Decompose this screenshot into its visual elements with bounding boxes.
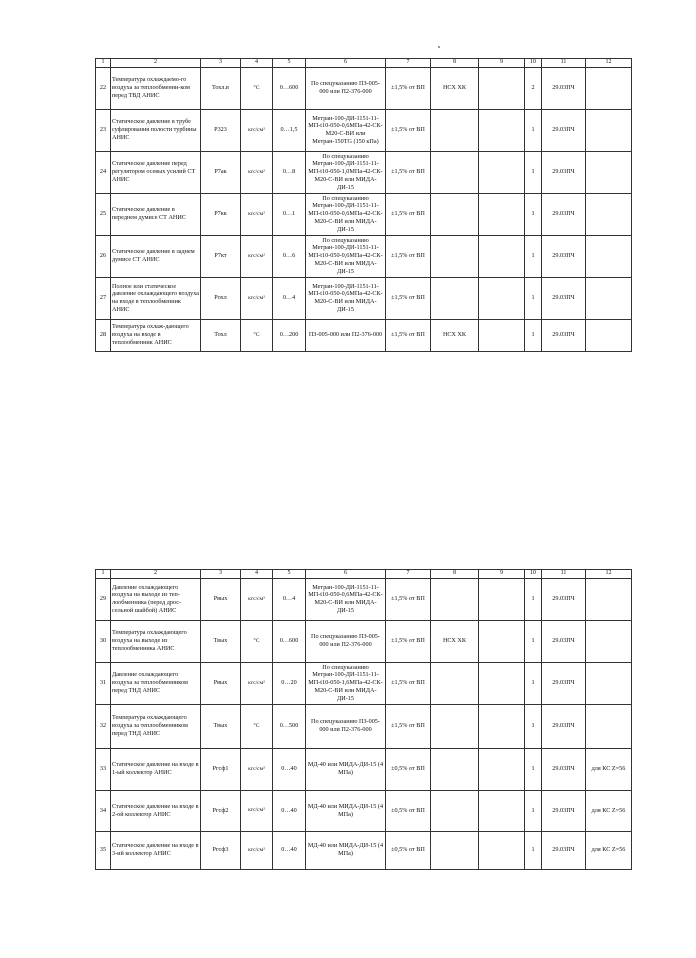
param-symbol: Ргсф3 bbox=[201, 831, 241, 869]
ref-code: 29.03ПЧ bbox=[542, 151, 586, 193]
calibration bbox=[431, 704, 479, 748]
ref-code: 29.03ПЧ bbox=[542, 578, 586, 620]
accuracy: ±1,5% от ВП bbox=[386, 67, 431, 109]
count: 1 bbox=[525, 620, 542, 662]
ref-code: 29.03ПЧ bbox=[542, 620, 586, 662]
range: 0…1 bbox=[273, 193, 306, 235]
range: 0…40 bbox=[273, 790, 306, 831]
note bbox=[586, 277, 632, 319]
param-symbol: Рохл bbox=[201, 277, 241, 319]
unit: кгс/см² bbox=[241, 277, 273, 319]
header-cell: 6 bbox=[306, 59, 386, 68]
accuracy: ±1,5% от ВП bbox=[386, 235, 431, 277]
count: 1 bbox=[525, 662, 542, 704]
table-row bbox=[96, 319, 632, 351]
table-row bbox=[96, 277, 632, 319]
header-cell: 5 bbox=[273, 570, 306, 579]
table-row bbox=[96, 831, 632, 869]
param-symbol: Ргсф2 bbox=[201, 790, 241, 831]
col9 bbox=[479, 790, 525, 831]
ref-code: 29.03ПЧ bbox=[542, 662, 586, 704]
accuracy: ±1,5% от ВП bbox=[386, 620, 431, 662]
note bbox=[586, 67, 632, 109]
calibration bbox=[431, 151, 479, 193]
calibration bbox=[431, 193, 479, 235]
count: 1 bbox=[525, 193, 542, 235]
spec-table-top bbox=[95, 58, 632, 352]
sensor: По спецуказанию Метран-100-ДИ-1151-11-МП-t10-050-1,0МПа-42-СК-М20-С-ВИ или МИДА-ДИ-15 bbox=[306, 151, 386, 193]
header-cell: 9 bbox=[479, 570, 525, 579]
range: 0…4 bbox=[273, 578, 306, 620]
header-cell: 3 bbox=[201, 570, 241, 579]
header-cell: 8 bbox=[431, 570, 479, 579]
row-number: 33 bbox=[96, 748, 111, 790]
col9 bbox=[479, 319, 525, 351]
table-row bbox=[96, 151, 632, 193]
note bbox=[586, 151, 632, 193]
sensor: Метран-100-ДИ-1151-11-МП-t10-050-0,6МПа-42-СК-М20-С-ВИ или МИДА-ДИ-15 bbox=[306, 578, 386, 620]
param-name: Статическое давление на входе в 1-ый коллектор АНИС bbox=[111, 748, 201, 790]
param-name: Статическое давление перед регулятором осевых усилий СТ АНИС bbox=[111, 151, 201, 193]
sensor: По спецуказанию ПЗ-005-000 или П2-376-000 bbox=[306, 620, 386, 662]
header-cell: 4 bbox=[241, 59, 273, 68]
param-name: Температура охлаждаемо-го воздуха за теплообменни-ком перед ТВД АНИС bbox=[111, 67, 201, 109]
param-name: Давление охлаждающего воздуха на выходе из теп-лообменника (перед дрос-сельной шайбой) АНИС bbox=[111, 578, 201, 620]
accuracy: ±1,5% от ВП bbox=[386, 578, 431, 620]
note bbox=[586, 662, 632, 704]
table-row bbox=[96, 193, 632, 235]
range: 0…1,5 bbox=[273, 109, 306, 151]
header-cell: 12 bbox=[586, 570, 632, 579]
row-number: 32 bbox=[96, 704, 111, 748]
calibration bbox=[431, 578, 479, 620]
unit: кгс/см² bbox=[241, 193, 273, 235]
unit: °С bbox=[241, 620, 273, 662]
table-row bbox=[96, 109, 632, 151]
param-name: Статическое давление на входе в 2-ой коллектор АНИС bbox=[111, 790, 201, 831]
count: 1 bbox=[525, 277, 542, 319]
unit: кгс/см² bbox=[241, 235, 273, 277]
header-cell: 1 bbox=[96, 59, 111, 68]
unit: кгс/см² bbox=[241, 748, 273, 790]
ref-code: 29.03ПЧ bbox=[542, 790, 586, 831]
unit: кгс/см² bbox=[241, 578, 273, 620]
sensor: По спецуказанию Метран-100-ДИ-1151-11-МП-t10-050-1,6МПа-42-СК-М20-С-ВИ или МИДА-ДИ-15 bbox=[306, 662, 386, 704]
col9 bbox=[479, 67, 525, 109]
col9 bbox=[479, 662, 525, 704]
table-row bbox=[96, 662, 632, 704]
table-row bbox=[96, 620, 632, 662]
unit: °С bbox=[241, 67, 273, 109]
ref-code: 29.03ПЧ bbox=[542, 109, 586, 151]
param-symbol: Р7ак bbox=[201, 151, 241, 193]
accuracy: ±0,5% от ВП bbox=[386, 831, 431, 869]
header-cell: 9 bbox=[479, 59, 525, 68]
header-cell: 1 bbox=[96, 570, 111, 579]
row-number: 31 bbox=[96, 662, 111, 704]
count: 1 bbox=[525, 790, 542, 831]
header-cell: 10 bbox=[525, 570, 542, 579]
table-row bbox=[96, 748, 632, 790]
row-number: 35 bbox=[96, 831, 111, 869]
note bbox=[586, 193, 632, 235]
ref-code: 29.03ПЧ bbox=[542, 193, 586, 235]
count: 1 bbox=[525, 748, 542, 790]
range: 0…4 bbox=[273, 277, 306, 319]
table-row bbox=[96, 235, 632, 277]
row-number: 30 bbox=[96, 620, 111, 662]
col9 bbox=[479, 831, 525, 869]
calibration bbox=[431, 235, 479, 277]
row-number: 28 bbox=[96, 319, 111, 351]
calibration bbox=[431, 831, 479, 869]
ref-code: 29.03ПЧ bbox=[542, 277, 586, 319]
note: для КС Z=56 bbox=[586, 748, 632, 790]
param-name: Температура охлаж-дающего воздуха на входе в теплообменник АНИС bbox=[111, 319, 201, 351]
param-symbol: Р7кт bbox=[201, 235, 241, 277]
param-symbol: Рвых bbox=[201, 578, 241, 620]
header-cell: 3 bbox=[201, 59, 241, 68]
sensor: По спецуказанию Метран-100-ДИ-1151-11-МП-t10-050-0,6МПа-42-СК-М20-С-ВИ или МИДА-ДИ-15 bbox=[306, 235, 386, 277]
header-row bbox=[96, 570, 632, 579]
col9 bbox=[479, 748, 525, 790]
calibration: НСХ ХК bbox=[431, 67, 479, 109]
col9 bbox=[479, 109, 525, 151]
unit: кгс/см² bbox=[241, 151, 273, 193]
count: 1 bbox=[525, 319, 542, 351]
range: 0…200 bbox=[273, 319, 306, 351]
header-cell: 11 bbox=[542, 570, 586, 579]
ref-code: 29.03ПЧ bbox=[542, 748, 586, 790]
header-cell: 2 bbox=[111, 570, 201, 579]
count: 1 bbox=[525, 235, 542, 277]
accuracy: ±1,5% от ВП bbox=[386, 151, 431, 193]
col9 bbox=[479, 277, 525, 319]
row-number: 24 bbox=[96, 151, 111, 193]
unit: кгс/см² bbox=[241, 109, 273, 151]
accuracy: ±1,5% от ВП bbox=[386, 109, 431, 151]
sensor: ПЗ-005-000 или П2-376-000 bbox=[306, 319, 386, 351]
accuracy: ±1,5% от ВП bbox=[386, 704, 431, 748]
param-symbol: Рвых bbox=[201, 662, 241, 704]
unit: °С bbox=[241, 704, 273, 748]
col9 bbox=[479, 151, 525, 193]
range: 0…20 bbox=[273, 662, 306, 704]
note: для КС Z=56 bbox=[586, 790, 632, 831]
range: 0…600 bbox=[273, 620, 306, 662]
col9 bbox=[479, 704, 525, 748]
param-name: Статическое давление в переднем думисе СТ АНИС bbox=[111, 193, 201, 235]
header-cell: 12 bbox=[586, 59, 632, 68]
scan-speck bbox=[438, 46, 440, 48]
row-number: 34 bbox=[96, 790, 111, 831]
header-cell: 6 bbox=[306, 570, 386, 579]
note bbox=[586, 319, 632, 351]
header-cell: 2 bbox=[111, 59, 201, 68]
param-symbol: Твых bbox=[201, 620, 241, 662]
range: 0…8 bbox=[273, 151, 306, 193]
param-name: Статическое давление на входе в 3-ий коллектор АНИС bbox=[111, 831, 201, 869]
range: 0…600 bbox=[273, 67, 306, 109]
count: 1 bbox=[525, 704, 542, 748]
param-name: Статическое давление в заднем думисе СТ АНИС bbox=[111, 235, 201, 277]
row-number: 23 bbox=[96, 109, 111, 151]
table-row bbox=[96, 67, 632, 109]
calibration bbox=[431, 277, 479, 319]
accuracy: ±1,5% от ВП bbox=[386, 319, 431, 351]
accuracy: ±1,5% от ВП bbox=[386, 277, 431, 319]
note bbox=[586, 235, 632, 277]
col9 bbox=[479, 578, 525, 620]
unit: кгс/см² bbox=[241, 790, 273, 831]
range: 0…40 bbox=[273, 748, 306, 790]
table-row bbox=[96, 578, 632, 620]
note bbox=[586, 109, 632, 151]
param-symbol: Р323 bbox=[201, 109, 241, 151]
param-symbol: Твых bbox=[201, 704, 241, 748]
sensor: По спецуказанию ПЗ-005-000 или П2-376-000 bbox=[306, 67, 386, 109]
header-cell: 5 bbox=[273, 59, 306, 68]
row-number: 29 bbox=[96, 578, 111, 620]
header-cell: 7 bbox=[386, 59, 431, 68]
count: 2 bbox=[525, 67, 542, 109]
calibration bbox=[431, 662, 479, 704]
ref-code: 29.03ПЧ bbox=[542, 235, 586, 277]
col9 bbox=[479, 620, 525, 662]
col9 bbox=[479, 193, 525, 235]
sensor: МД-40 или МИДА-ДИ-15 (4 МПа) bbox=[306, 831, 386, 869]
col9 bbox=[479, 235, 525, 277]
header-cell: 11 bbox=[542, 59, 586, 68]
sensor: По спецуказанию ПЗ-005-000 или П2-376-000 bbox=[306, 704, 386, 748]
param-symbol: Р7кк bbox=[201, 193, 241, 235]
ref-code: 29.03ПЧ bbox=[542, 67, 586, 109]
header-cell: 7 bbox=[386, 570, 431, 579]
param-symbol: Тохл bbox=[201, 319, 241, 351]
row-number: 27 bbox=[96, 277, 111, 319]
unit: кгс/см² bbox=[241, 662, 273, 704]
header-cell: 10 bbox=[525, 59, 542, 68]
unit: °С bbox=[241, 319, 273, 351]
param-name: Полное или статическое давление охлаждающего воздуха на входе в теплообменник АНИС bbox=[111, 277, 201, 319]
row-number: 26 bbox=[96, 235, 111, 277]
note bbox=[586, 578, 632, 620]
count: 1 bbox=[525, 578, 542, 620]
calibration bbox=[431, 109, 479, 151]
header-cell: 4 bbox=[241, 570, 273, 579]
param-symbol: Тохл.в bbox=[201, 67, 241, 109]
calibration bbox=[431, 790, 479, 831]
count: 1 bbox=[525, 831, 542, 869]
ref-code: 29.03ПЧ bbox=[542, 704, 586, 748]
sensor: По спецуказанию Метран-100-ДИ-1151-11-МП-t10-050-0,6МПа-42-СК-М20-С-ВИ или МИДА-ДИ-15 bbox=[306, 193, 386, 235]
table-row bbox=[96, 704, 632, 748]
calibration: НСХ ХК bbox=[431, 620, 479, 662]
accuracy: ±1,5% от ВП bbox=[386, 662, 431, 704]
table-row bbox=[96, 790, 632, 831]
range: 0…500 bbox=[273, 704, 306, 748]
sensor: МД-40 или МИДА-ДИ-15 (4 МПа) bbox=[306, 748, 386, 790]
calibration: НСХ ХК bbox=[431, 319, 479, 351]
ref-code: 29.03ПЧ bbox=[542, 319, 586, 351]
param-name: Температура охлаждающего воздуха за теплообменником перед ТНД АНИС bbox=[111, 704, 201, 748]
count: 1 bbox=[525, 109, 542, 151]
calibration bbox=[431, 748, 479, 790]
ref-code: 29.03ПЧ bbox=[542, 831, 586, 869]
param-name: Статическое давление в трубе суфлирования полости турбины АНИС bbox=[111, 109, 201, 151]
header-row bbox=[96, 59, 632, 68]
header-cell: 8 bbox=[431, 59, 479, 68]
note bbox=[586, 620, 632, 662]
param-name: Давление охлаждающего воздуха за теплообменником перед ТНД АНИС bbox=[111, 662, 201, 704]
param-name: Температура охлаждающего воздуха на выходе из теплообменника АНИС bbox=[111, 620, 201, 662]
accuracy: ±0,5% от ВП bbox=[386, 748, 431, 790]
sensor: Метран-100-ДИ-1151-11-МП-t10-050-0,6МПа-42-СК-М20-С-ВИ или Метран-150TG (150 кПа) bbox=[306, 109, 386, 151]
note bbox=[586, 704, 632, 748]
accuracy: ±0,5% от ВП bbox=[386, 790, 431, 831]
unit: кгс/см² bbox=[241, 831, 273, 869]
range: 0…6 bbox=[273, 235, 306, 277]
spec-table-bottom bbox=[95, 569, 632, 870]
sensor: Метран-100-ДИ-1151-11-МП-t10-050-0,6МПа-42-СК-М20-С-ВИ или МИДА-ДИ-15 bbox=[306, 277, 386, 319]
range: 0…40 bbox=[273, 831, 306, 869]
sensor: МД-40 или МИДА-ДИ-15 (4 МПа) bbox=[306, 790, 386, 831]
row-number: 22 bbox=[96, 67, 111, 109]
accuracy: ±1,5% от ВП bbox=[386, 193, 431, 235]
param-symbol: Ргсф1 bbox=[201, 748, 241, 790]
note: для КС Z=56 bbox=[586, 831, 632, 869]
count: 1 bbox=[525, 151, 542, 193]
row-number: 25 bbox=[96, 193, 111, 235]
